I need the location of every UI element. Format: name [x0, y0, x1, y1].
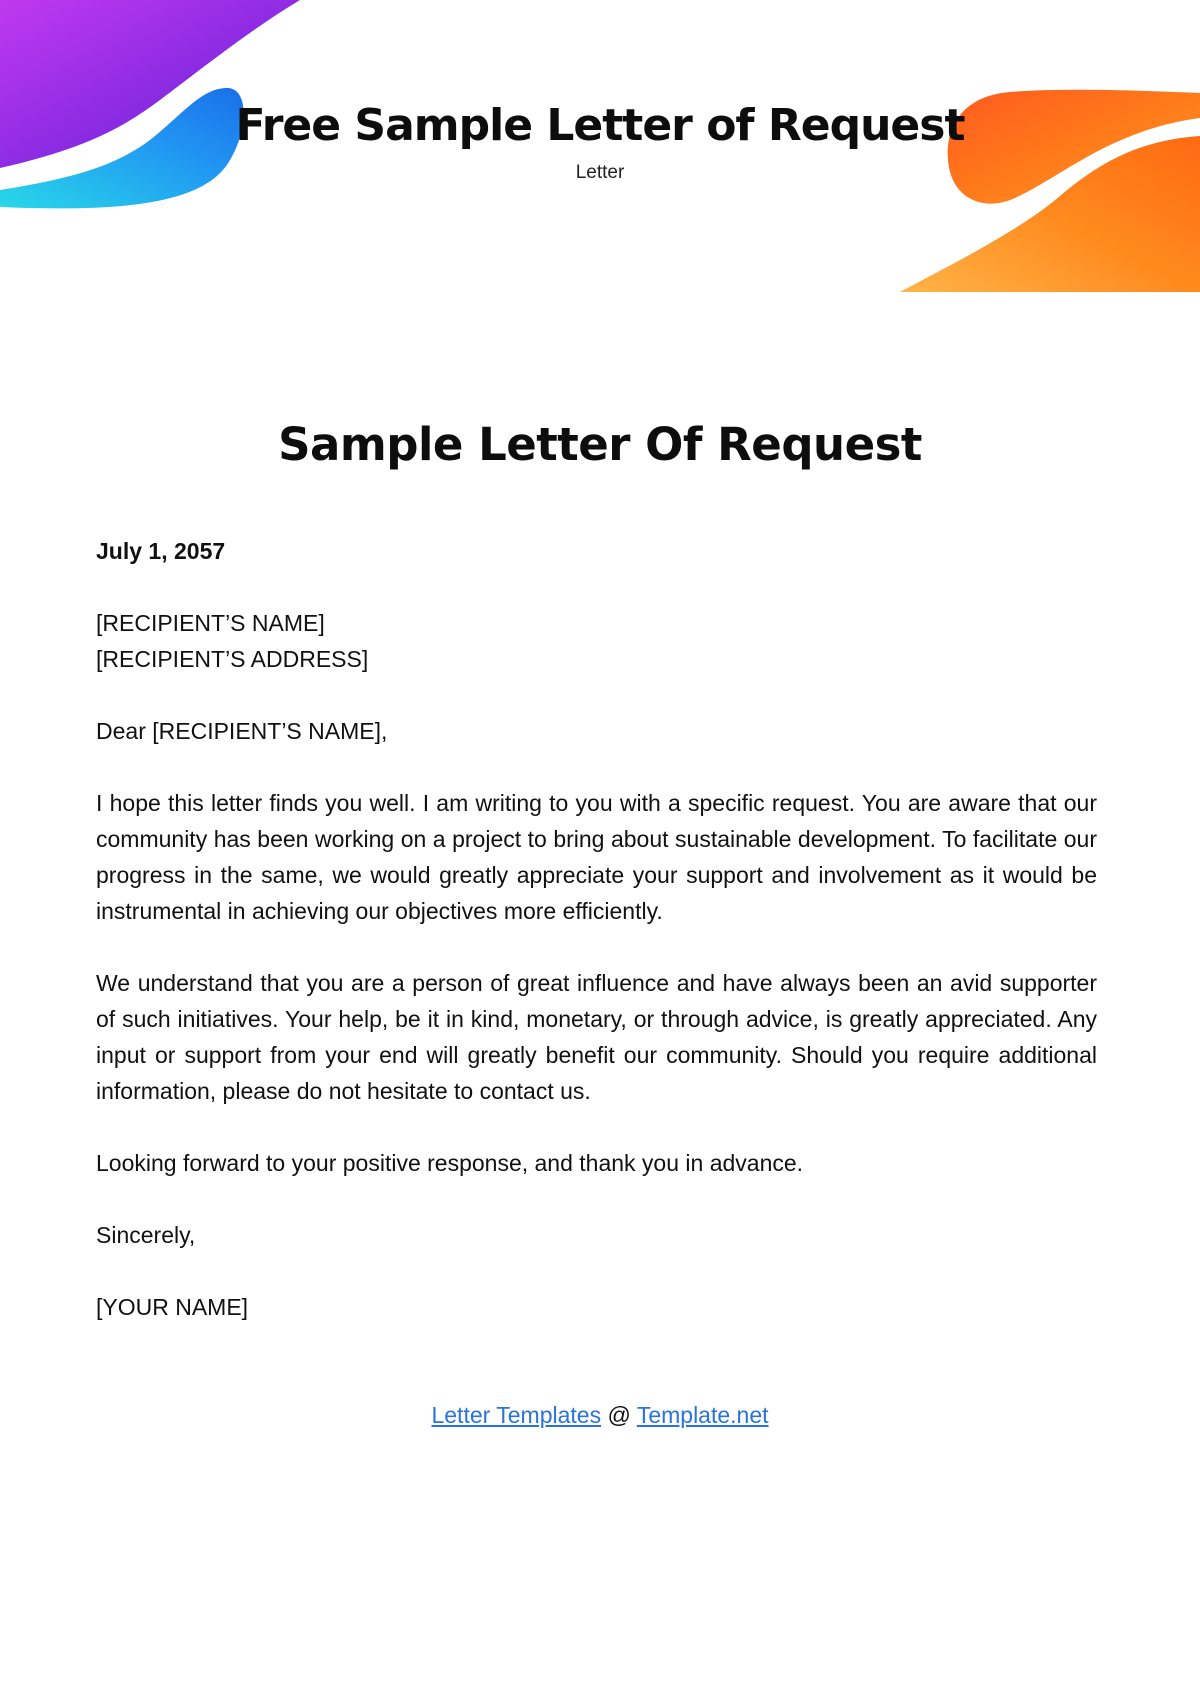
closing: Sincerely,	[96, 1222, 196, 1248]
footer-separator: @	[607, 1402, 631, 1428]
header-subtitle: Letter	[575, 162, 625, 183]
document-title: Sample Letter Of Request	[278, 418, 922, 471]
letter-templates-link[interactable]: Letter Templates	[431, 1402, 602, 1428]
signature: [YOUR NAME]	[96, 1294, 249, 1320]
letter-body	[96, 533, 1097, 1325]
paragraph-3: Looking forward to your positive response, and thank you in advance.	[96, 1150, 804, 1176]
header-title: Free Sample Letter of Request	[235, 100, 965, 151]
letter-date: July 1, 2057	[96, 538, 226, 564]
template-net-link[interactable]: Template.net	[636, 1402, 769, 1428]
recipient-address: [RECIPIENT’S ADDRESS]	[96, 646, 369, 672]
paragraph-2: We understand that you are a person of great influence and have always been an avid supporter of such initiatives. Your help, be it in kind, monetary, or through advice, is greatly appreciated. Any input or support from your end will greatly benefit our community. Should you require additional information, please do not hesitate to contact us.	[96, 970, 1097, 1104]
recipient-name: [RECIPIENT’S NAME]	[96, 610, 325, 636]
paragraph-1: I hope this letter finds you well. I am writing to you with a specific request. You are aware that our community has been working on a project to bring about sustainable development. To facilitate our progress in the same, we would greatly appreciate your support and involvement as it would be instrumental in achieving our objectives more efficiently.	[96, 790, 1097, 924]
footer-links	[0, 1397, 1200, 1433]
salutation: Dear [RECIPIENT’S NAME],	[96, 718, 388, 744]
